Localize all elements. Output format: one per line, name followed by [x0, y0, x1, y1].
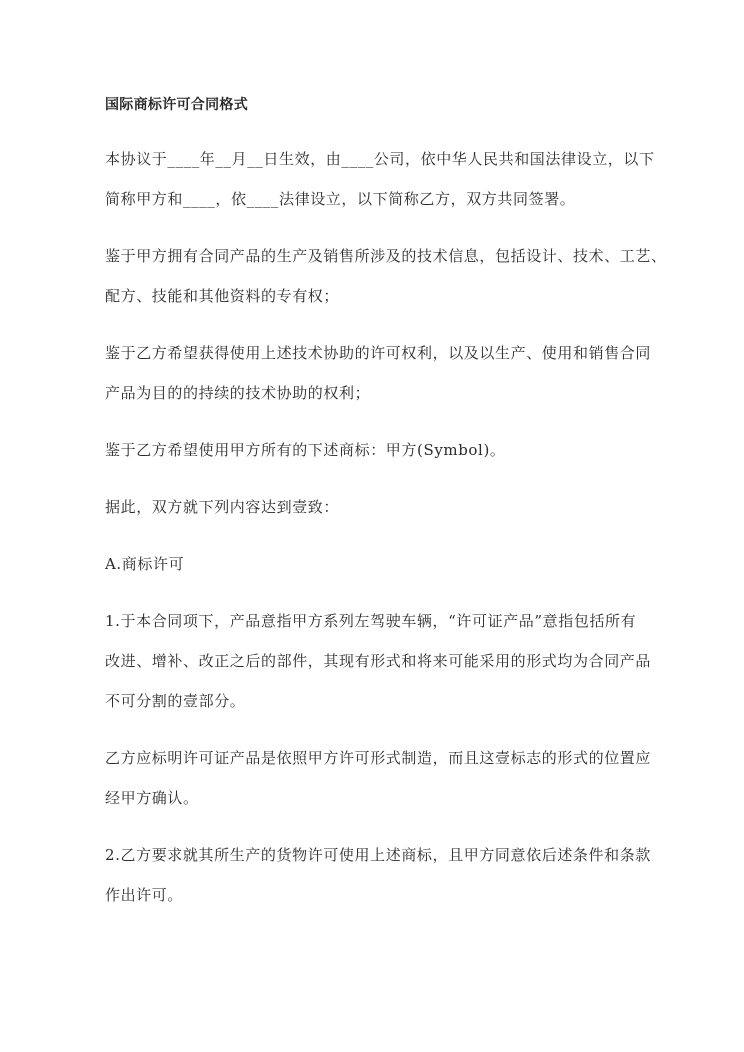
section-heading-trademark-license [105, 544, 653, 584]
text-line: A.商标许可 [105, 555, 185, 573]
paragraph-effective-date [105, 139, 653, 219]
paragraph-clause-2 [105, 835, 653, 915]
text-line: 经甲方确认。 [105, 789, 199, 807]
paragraph-whereas-trademark [105, 430, 653, 470]
text-line: 2.乙方要求就其所生产的货物许可使用上述商标，且甲方同意依后述条件和条款 [105, 846, 651, 864]
text-line: 乙方应标明许可证产品是依照甲方许可形式制造，而且这壹标志的形式的位置应 [105, 749, 652, 767]
text-line: 简称甲方和____，依____法律设立，以下简称乙方，双方共同签署。 [105, 190, 576, 208]
text-line: 不可分割的壹部分。 [105, 692, 246, 710]
text-line: 据此，双方就下列内容达到壹致： [105, 498, 340, 516]
text-line: 改进、增补、改正之后的部件，其现有形式和将来可能采用的形式均为合同产品 [105, 652, 652, 670]
text-line: 产品为目的的持续的技术协助的权利； [105, 384, 371, 402]
paragraph-clause-1 [105, 601, 653, 721]
text-line: 鉴于甲方拥有合同产品的生产及销售所涉及的技术信息，包括设计、技术、工艺、 [105, 247, 667, 265]
paragraph-whereas-party-b-license [105, 333, 653, 413]
paragraph-agreement-intro [105, 487, 653, 527]
document-content [105, 86, 667, 932]
document-title: 国际商标许可合同格式 [105, 97, 248, 113]
paragraph-marking-requirement [105, 738, 653, 818]
text-line: 作出许可。 [105, 886, 184, 904]
paragraph-whereas-party-a [105, 236, 667, 316]
text-line: 鉴于乙方希望使用甲方所有的下述商标：甲方(Symbol)。 [105, 441, 506, 459]
text-line: 配方、技能和其他资料的专有权； [105, 287, 340, 305]
text-line: 鉴于乙方希望获得使用上述技术协助的许可权利，以及以生产、使用和销售合同 [105, 344, 652, 362]
text-line: 本协议于____年__月__日生效，由____公司，依中华人民共和国法律设立，以下 [105, 150, 655, 168]
text-line: 1.于本合同项下，产品意指甲方系列左驾驶车辆，“许可证产品”意指包括所有 [105, 612, 637, 630]
